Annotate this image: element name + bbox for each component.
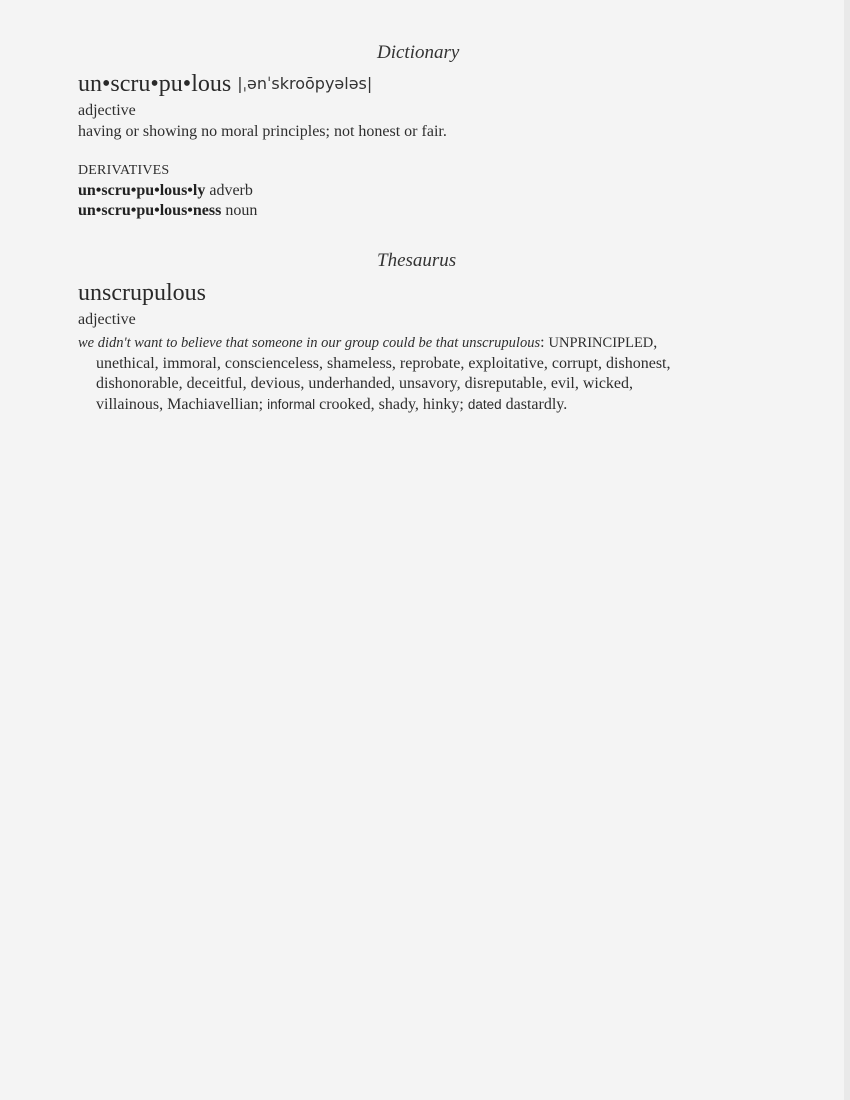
derivative-pos: noun (221, 202, 258, 219)
page-edge (844, 0, 850, 1100)
dictionary-definition: having or showing no moral principles; not honest or fair. (78, 123, 447, 140)
pronunciation: |ˌənˈskroōpyələs| (237, 74, 373, 93)
derivative-word: un•scru•pu•lous•ness (78, 202, 222, 219)
dictionary-headword: un•scru•pu•lous (78, 71, 232, 97)
dictionary-entry-header (78, 71, 372, 98)
derivative-entry (78, 201, 257, 221)
derivative-entry (78, 181, 253, 201)
derivative-word: un•scru•pu•lous•ly (78, 182, 206, 199)
core-synonym: UNPRINCIPLED (548, 335, 654, 351)
synonym-paragraph (78, 333, 683, 415)
example-colon: : (540, 334, 549, 351)
dictionary-part-of-speech: adjective (78, 102, 136, 119)
dated-synonyms: dastardly. (501, 395, 568, 413)
thesaurus-heading: Thesaurus (377, 250, 457, 271)
usage-example: we didn't want to believe that someone in our group could be that unscrupulous (78, 335, 541, 351)
informal-synonyms: crooked, shady, hinky; (315, 395, 468, 413)
thesaurus-sense (78, 333, 683, 415)
derivatives-label: DERIVATIVES (78, 163, 170, 178)
thesaurus-part-of-speech: adjective (78, 311, 136, 328)
dictionary-heading: Dictionary (377, 42, 460, 63)
derivative-pos: adverb (205, 182, 253, 199)
synonym-list: , unethical, immoral, conscienceless, shameless, reprobate, exploitative, corrupt, dishonest, dishonorable, deceitful, devious, underhanded, unsavory, disreputable, evil, wicked, villainous, Machiavellian; (96, 334, 671, 413)
register-label-informal: informal (267, 396, 316, 412)
register-label-dated: dated (467, 396, 502, 412)
thesaurus-headword: unscrupulous (78, 280, 206, 306)
